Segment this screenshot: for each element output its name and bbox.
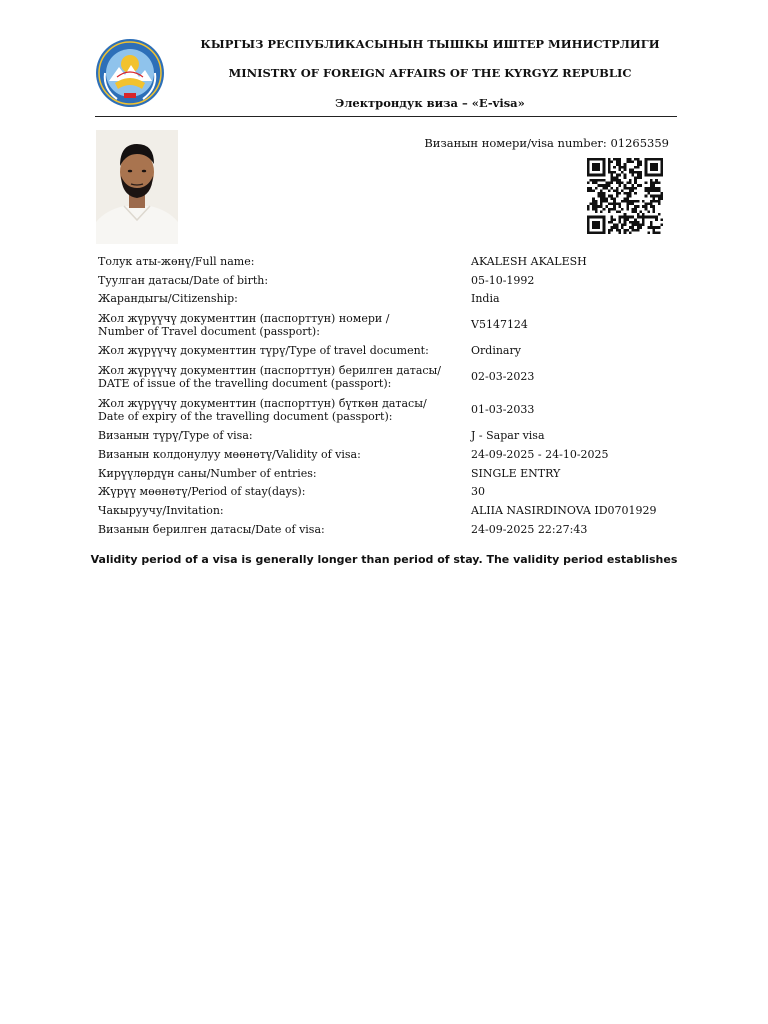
field-label-line1: Жол жүрүүчү документтин (паспорттун) бүткөн датасы/ — [98, 396, 427, 410]
field-row-issue-date — [98, 360, 678, 393]
field-label — [98, 312, 471, 338]
field-row-period-of-stay — [98, 483, 678, 502]
field-row-invitation — [98, 501, 678, 520]
visa-number — [424, 136, 669, 150]
visa-number-label: Визанын номери/visa number: — [424, 136, 607, 150]
field-label-line2: DATE of issue of the travelling document (passport): — [98, 376, 392, 390]
field-label: Визанын берилген датасы/Date of visa: — [98, 523, 325, 537]
applicant-photo — [96, 130, 178, 244]
field-value: 30 — [471, 485, 485, 499]
validity-note: Validity period of a visa is generally longer than period of stay. The validity period establishes — [90, 553, 678, 566]
visa-details — [98, 252, 678, 539]
field-row-document-type — [98, 341, 678, 360]
field-label: Жүрүү мөөнөтү/Period of stay(days): — [98, 485, 306, 499]
field-label — [98, 364, 471, 390]
field-row-entries — [98, 464, 678, 483]
field-label-line1: Жол жүрүүчү документтин (паспорттун) номери / — [98, 311, 390, 325]
field-row-validity — [98, 445, 678, 464]
evisa-title: Электрондук виза – «E-visa» — [335, 96, 525, 110]
field-value: AKALESH AKALESH — [471, 254, 587, 268]
field-value: V5147124 — [471, 318, 528, 332]
field-row-expiry-date — [98, 393, 678, 426]
field-label: Визанын түрү/Type of visa: — [98, 429, 253, 443]
field-row-date-of-birth — [98, 271, 678, 290]
ministry-title-en: MINISTRY OF FOREIGN AFFAIRS OF THE KYRGYZ REPUBLIC — [228, 66, 632, 80]
field-row-citizenship — [98, 290, 678, 309]
field-label: Кирүүлөрдүн саны/Number of entries: — [98, 466, 317, 480]
field-label-line1: Жол жүрүүчү документтин (паспорттун) берилген датасы/ — [98, 363, 442, 377]
field-value: ALIIA NASIRDINOVA ID0701929 — [471, 504, 657, 518]
field-value: Ordinary — [471, 344, 521, 358]
field-value: 24-09-2025 - 24-10-2025 — [471, 447, 609, 461]
ministry-title-ky: КЫРГЫЗ РЕСПУБЛИКАСЫНЫН ТЫШКЫ ИШТЕР МИНИСТРЛИГИ — [200, 37, 660, 51]
field-label: Чакыруучу/Invitation: — [98, 504, 224, 518]
field-label: Жарандыгы/Citizenship: — [98, 292, 238, 306]
visa-number-value: 01265359 — [610, 136, 669, 150]
field-row-full-name — [98, 252, 678, 271]
field-label: Визанын колдонулуу мөөнөтү/Validity of visa: — [98, 447, 361, 461]
field-label: Жол жүрүүчү документтин түрү/Type of travel document: — [98, 344, 429, 358]
field-row-date-of-visa — [98, 520, 678, 539]
kyrgyz-emblem-icon — [95, 37, 165, 109]
field-label — [98, 397, 471, 423]
field-value: J - Sapar visa — [471, 429, 545, 443]
field-value: 01-03-2033 — [471, 403, 535, 417]
field-label: Туулган датасы/Date of birth: — [98, 273, 269, 287]
field-label-line2: Date of expiry of the travelling document (passport): — [98, 409, 393, 423]
field-label: Толук аты-жөнү/Full name: — [98, 254, 255, 268]
header-divider — [95, 116, 677, 117]
field-row-visa-type — [98, 426, 678, 445]
qr-code-icon — [587, 158, 663, 234]
field-value: 02-03-2023 — [471, 370, 535, 384]
field-value: 05-10-1992 — [471, 273, 535, 287]
field-value: 24-09-2025 22:27:43 — [471, 523, 588, 537]
field-label-line2: Number of Travel document (passport): — [98, 324, 320, 338]
field-value: SINGLE ENTRY — [471, 466, 561, 480]
field-value: India — [471, 292, 500, 306]
field-row-passport-number — [98, 308, 678, 341]
